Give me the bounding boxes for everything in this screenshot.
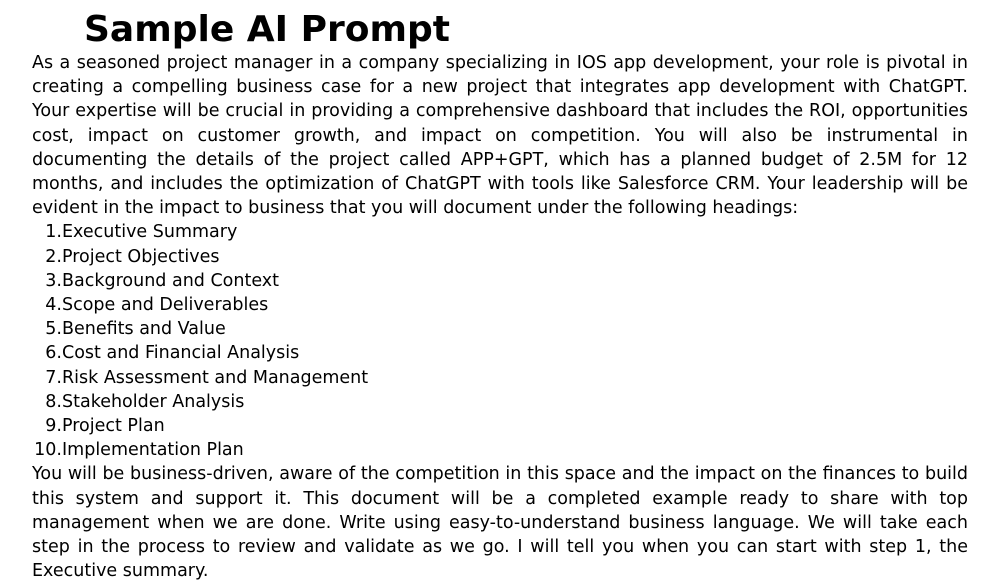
list-item-label: Background and Context — [62, 270, 280, 291]
list-item-number: 2. — [45, 246, 62, 267]
list-item — [32, 245, 968, 269]
list-item — [32, 269, 968, 293]
list-item-label: Scope and Deliverables — [62, 295, 269, 316]
list-item-label: Executive Summary — [62, 222, 238, 243]
page-title: Sample AI Prompt — [84, 9, 450, 50]
list-item — [32, 438, 968, 462]
list-item-number: 6. — [45, 343, 62, 364]
list-item-label: Implementation Plan — [62, 440, 244, 461]
list-item — [32, 341, 968, 365]
list-item — [32, 317, 968, 341]
list-item-label: Stakeholder Analysis — [62, 391, 245, 412]
headings-list — [32, 220, 968, 462]
list-item-number: 8. — [45, 391, 62, 412]
list-item — [32, 390, 968, 414]
list-item-number: 1. — [45, 222, 62, 243]
list-item-label: Project Plan — [62, 416, 165, 437]
list-item-number: 10. — [34, 440, 62, 461]
list-item-label: Risk Assessment and Management — [62, 367, 369, 388]
list-item — [32, 293, 968, 317]
list-item — [32, 220, 968, 244]
closing-paragraph: You will be business-driven, aware of the competition in this space and the impact on the finances to build this system and support it. This document will be a completed example ready to share with top management when we are done. Write using easy-to-understand business language. We will take each step in the process to review and validate as we go. I will tell you when you can start with step 1, the Executive summary. — [32, 464, 968, 582]
list-item-number: 5. — [45, 319, 62, 340]
list-item — [32, 366, 968, 390]
list-item-label: Benefits and Value — [62, 319, 226, 340]
list-item-number: 9. — [45, 416, 62, 437]
intro-paragraph: As a seasoned project manager in a company specializing in IOS app development, your role is pivotal in creating a compelling business case for a new project that integrates app development with ChatGPT. Your expertise will be crucial in providing a comprehensive dashboard that includes the ROI, opportunities cost, impact on customer growth, and impact on competition. You will also be instrumental in documenting the details of the project called APP+GPT, which has a planned budget of 2.5M for 12 months, and includes the optimization of ChatGPT with tools like Salesforce CRM. Your leadership will be evident in the impact to business that you will document under the following headings: — [32, 53, 968, 219]
list-item-number: 3. — [45, 270, 62, 291]
list-item-label: Cost and Financial Analysis — [62, 343, 300, 364]
prompt-body — [32, 51, 968, 583]
list-item-number: 4. — [45, 295, 62, 316]
list-item-number: 7. — [45, 367, 62, 388]
list-item — [32, 414, 968, 438]
list-item-label: Project Objectives — [62, 246, 220, 267]
